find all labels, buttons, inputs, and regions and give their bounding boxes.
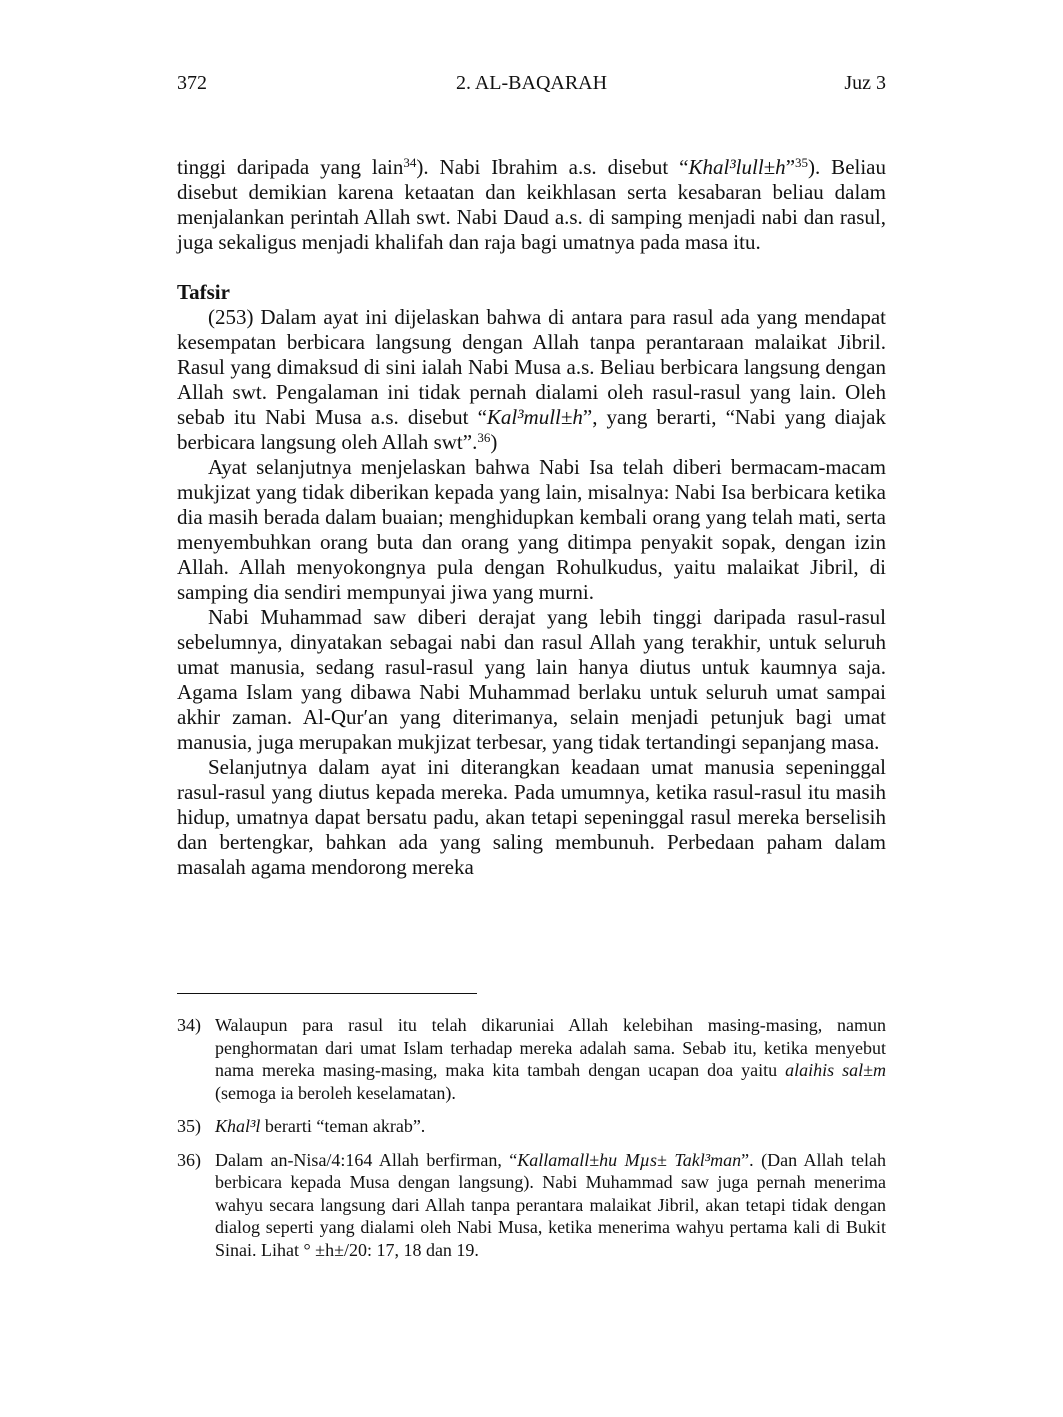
page-number: 372 (177, 72, 207, 94)
footnote-number: 36) (177, 1149, 201, 1170)
intro-paragraph: tinggi daripada yang lain$^{34}$). Nabi Ibrahim a.s. disebut “Khal³lull±h”$^{35}$). Beliau disebut demikian karena ketaatan dan keikhlasan serta kesabaran beliau dalam menjalankan perintah Allah swt. Nabi Daud a.s. di samping menjadi nabi dan rasul, juga sekaligus menjadi khalifah dan raja bagi umatnya pada masa itu. (177, 155, 886, 254)
tafsir-paragraph-3: Nabi Muhammad saw diberi derajat yang lebih tinggi daripada rasul-rasul sebelumnya, dinyatakan sebagai nabi dan rasul Allah yang terakhir, untuk seluruh umat manusia, sedang rasul-rasul yang lain hanya diutus untuk kaumnya saja. Agama Islam yang dibawa Nabi Muhammad berlaku untuk seluruh umat sampai akhir zaman. Al-Qur′an yang diterimanya, selain menjadi petunjuk bagi umat manusia, juga merupakan mukjizat terbesar, yang tidak tertandingi sepanjang masa. (177, 605, 886, 754)
section-heading: Tafsir (177, 280, 230, 304)
footnote-35 (177, 1115, 886, 1138)
footnote-ref-35[interactable]: 35 (795, 155, 809, 170)
footnotes (177, 1014, 886, 1272)
chapter-title: 2. AL-BAQARAH (455, 72, 608, 94)
footnote-text: Khal³l berarti “teman akrab”. (215, 1116, 426, 1136)
footnote-text: Dalam an-Nisa/4:164 Allah berfirman, “Kallamall±hu Mµs± Takl³man”. (Dan Allah telah berbicara kepada Musa dengan langsung). Nabi Muhammad saw juga pernah menerima wahyu secara langsung dari Allah tanpa perantara malaikat Jibril, akan tetapi tidak dengan dialog seperti yang dialami oleh Nabi Musa, ketika menerima wahyu pertama kali di Bukit Sinai. Lihat ° ±h±/20: 17, 18 dan 19. (215, 1149, 886, 1260)
juz-label: Juz 3 (844, 72, 886, 94)
tafsir-paragraph-2: Ayat selanjutnya menjelaskan bahwa Nabi Isa telah diberi bermacam-macam mukjizat yang tidak diberikan kepada yang lain, misalnya: Nabi Isa berbicara ketika dia masih berada dalam buaian; menghidupkan kembali orang yang telah mati, serta menyembuhkan orang buta dan orang yang ditimpa penyakit sopak, dengan izin Allah. Allah menyokongnya pula dengan Rohulkudus, yaitu malaikat Jibril, di samping dia sendiri mempunyai jiwa yang murni. (177, 455, 886, 604)
tafsir-paragraph-1: (253) Dalam ayat ini dijelaskan bahwa di antara para rasul ada yang mendapat kesempatan berbicara langsung dengan Allah tanpa perantaraan malaikat Jibril. Rasul yang dimaksud di sini ialah Nabi Musa a.s. Beliau berbicara langsung dengan Allah swt. Pengalaman ini tidak pernah dialami oleh rasul-rasul yang lain. Oleh sebab itu Nabi Musa a.s. disebut “Kal³mull±h”, yang berarti, “Nabi yang diajak berbicara langsung oleh Allah swt”.$^{36}$) (177, 305, 886, 454)
footnote-36 (177, 1149, 886, 1262)
main-text (177, 155, 886, 880)
footnote-number: 34) (177, 1015, 201, 1035)
page-header (177, 72, 886, 100)
footnote-ref-34[interactable]: 34 (403, 155, 417, 170)
footnote-text: Walaupun para rasul itu telah dikaruniai Allah kelebihan masing-masing, namun penghormatan dari umat Islam terhadap mereka adalah sama. Sebab itu, ketika menyebut nama mereka masing-masing, maka kita tambah dengan ucapan doa yaitu alaihis sal±m (semoga ia beroleh keselamatan). (215, 1015, 886, 1103)
footnote-34 (177, 1014, 886, 1104)
term-khalilullah: Khal³lull±h (688, 155, 786, 179)
footnote-ref-36[interactable]: 36 (477, 430, 491, 445)
footnote-number: 35) (177, 1116, 201, 1136)
term-kalimullah: Kal³mull±h (486, 405, 583, 429)
footnote-divider (177, 993, 477, 994)
tafsir-paragraph-4: Selanjutnya dalam ayat ini diterangkan keadaan umat manusia sepeninggal rasul-rasul yang diutus kepada mereka. Pada umumnya, ketika rasul-rasul itu masih hidup, umatnya dapat bersatu padu, akan tetapi sepeninggal rasul mereka berselisih dan bertengkar, bahkan ada yang saling membunuh. Perbedaan paham dalam masalah agama mendorong mereka (177, 755, 886, 879)
